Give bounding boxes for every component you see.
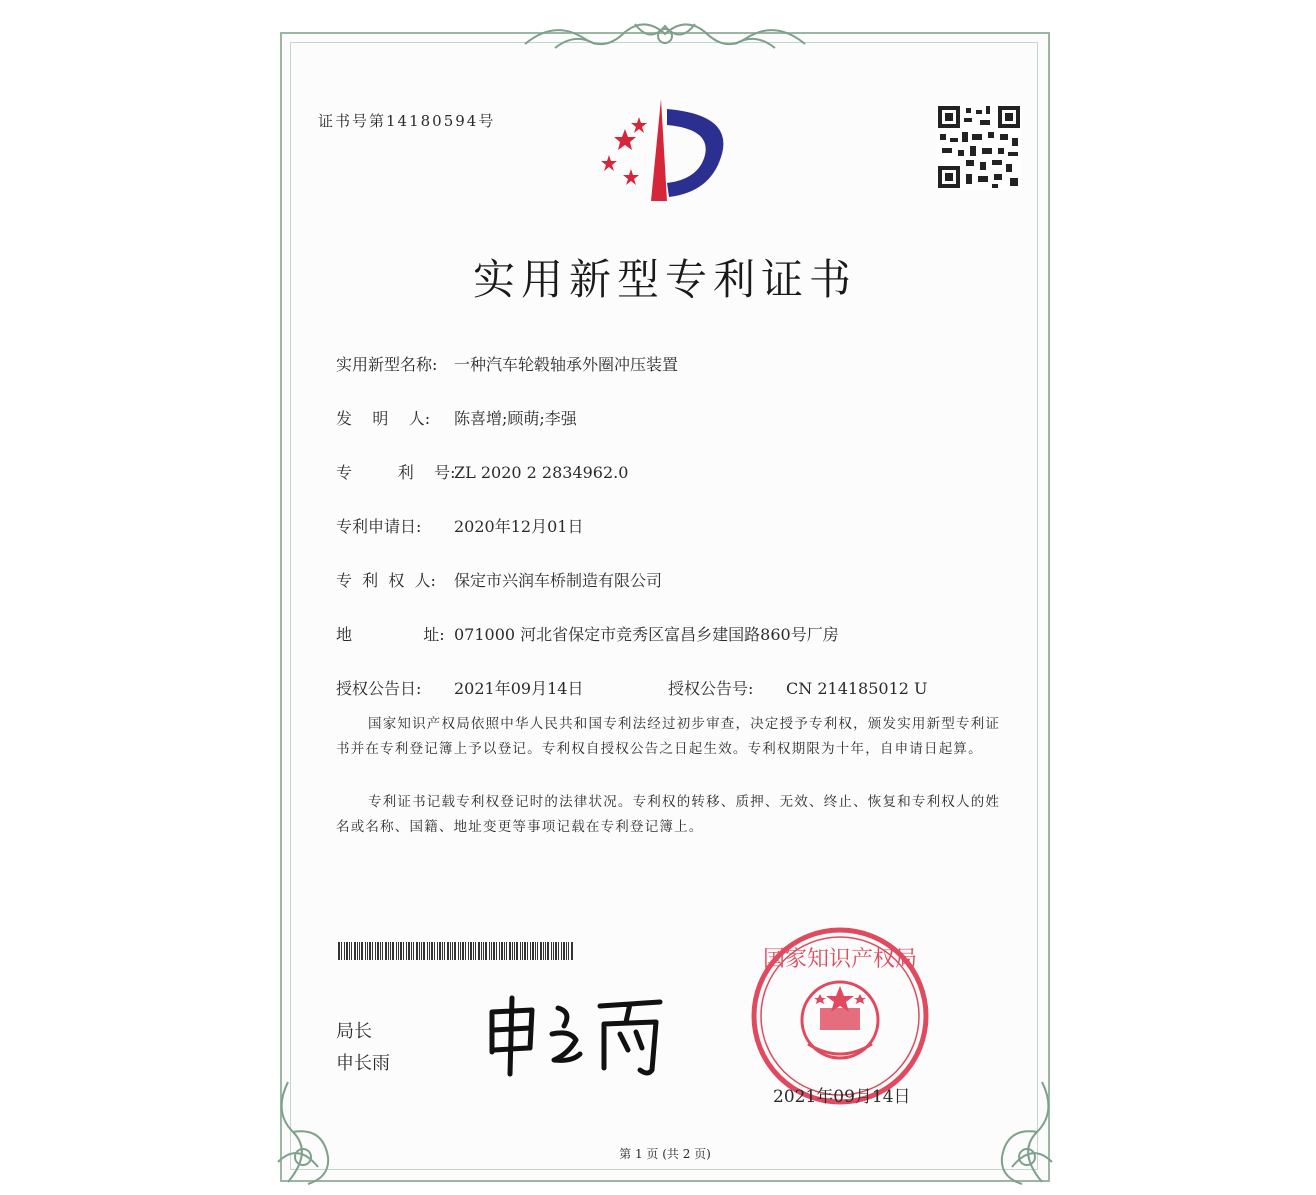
field-address <box>336 622 839 645</box>
legal-paragraph-2: 专利证书记载专利权登记时的法律状况。专利权的转移、质押、无效、终止、恢复和专利权人的姓名或名称、国籍、地址变更等事项记载在专利登记簿上。 <box>336 794 1001 835</box>
field-label: 实用新型名称: <box>336 355 438 374</box>
field-label: 授权公告日: <box>336 679 422 698</box>
official-seal <box>748 924 932 1108</box>
field-inventors <box>336 406 577 429</box>
field-value: ZL 2020 2 2834962.0 <box>454 463 629 482</box>
seal-date: 2021年09月14日 <box>773 1087 911 1107</box>
bottom-right-ornament <box>972 1072 1062 1192</box>
field-patentee <box>336 568 662 591</box>
qr-code <box>936 104 1022 190</box>
field-patent-number <box>336 460 628 483</box>
field-value: 071000 河北省保定市竞秀区富昌乡建国路860号厂房 <box>454 625 839 644</box>
field-value: 陈喜增;顾萌;李强 <box>454 409 577 428</box>
field-value: 2021年09月14日 <box>454 679 584 698</box>
field-label: 专 利 权 人: <box>336 571 436 590</box>
field-value: 保定市兴润车桥制造有限公司 <box>454 571 663 590</box>
cnipa-logo-icon <box>595 97 735 207</box>
top-ornament <box>515 14 815 62</box>
bottom-left-ornament <box>268 1072 358 1192</box>
seal-text: 国家知识产权局 <box>762 947 918 972</box>
certificate-number: 证书号第14180594号 <box>318 112 496 130</box>
director-title: 局长 <box>336 1021 372 1042</box>
legal-paragraph-1: 国家知识产权局依照中华人民共和国专利法经过初步审查，决定授予专利权，颁发实用新型专利证书并在专利登记簿上予以登记。专利权自授权公告之日起生效。专利权期限为十年，自申请日起算。 <box>336 716 1001 757</box>
certificate-title: 实用新型专利证书 <box>472 255 857 304</box>
field-value: 一种汽车轮毂轴承外圈冲压装置 <box>454 355 679 374</box>
certificate-page <box>280 32 1050 1182</box>
field-label: 专利申请日: <box>336 517 422 536</box>
field-label: 发 明 人: <box>336 409 431 428</box>
field-label: 专 利 号: <box>336 463 456 482</box>
field-grant-number <box>668 676 928 699</box>
field-label: 地 址: <box>336 625 445 644</box>
field-utility-model-name <box>336 352 678 375</box>
field-label: 授权公告号: <box>668 679 754 698</box>
field-grant-date <box>336 676 583 699</box>
page-number: 第 1 页 (共 2 页) <box>619 1147 711 1161</box>
field-value: 2020年12月01日 <box>454 517 584 536</box>
director-name: 申长雨 <box>336 1053 390 1074</box>
field-application-date <box>336 514 583 537</box>
field-value: CN 214185012 U <box>786 679 928 698</box>
barcode <box>338 942 574 960</box>
handwritten-signature <box>480 990 670 1080</box>
